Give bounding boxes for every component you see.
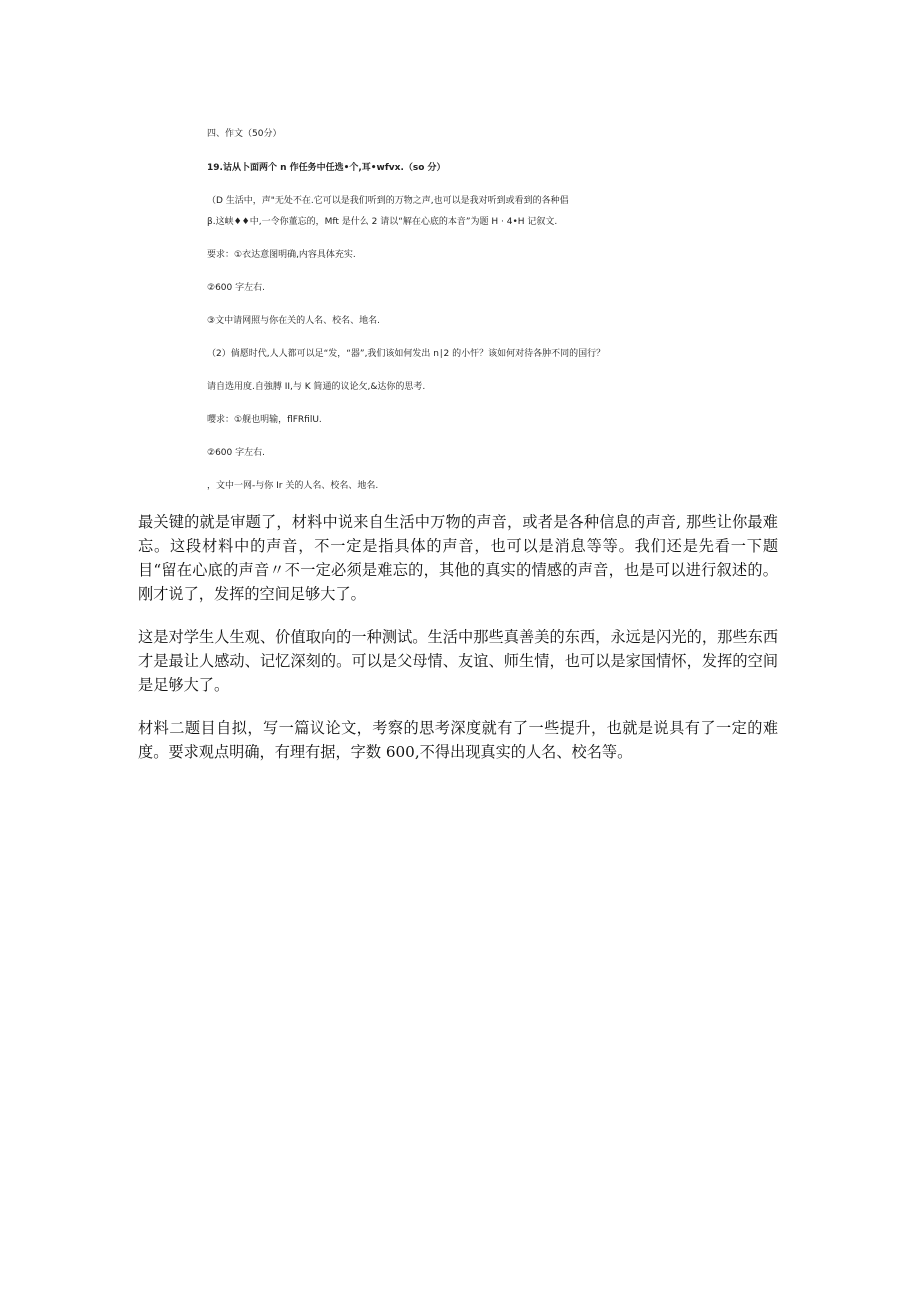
question-prompt: 19.诂从卜面两个 n 作任务中任选•个,耳•wfvx.（so 分） [207, 163, 446, 173]
task2-requirement-3: ，文中一网-与你 Ir 关的人名、校名、地名. [207, 481, 379, 491]
commentary-paragraph-1: 最关键的就是审题了，材料中说来自生活中万物的声音，或者是各种信息的声音, 那些让你最难忘。这段材料中的声音，不一定是指具体的声音，也可以是消息等等。我们还是先看一下题目“留在心底的声音〃不一定必须是难忘的，其他的真实的情感的声音，也是可以进行叙述的。刚才说了，发挥的空间足够大了。 [138, 513, 778, 603]
task2-line1: （2）倘愿时代,人人都可以足“发，“器”,我们该如何发出 n∣2 的小忓？该如何对待各肿不同的国行？ [207, 349, 606, 359]
task1-requirement-3: ③文中请网照与你在关的人名、校名、地名. [207, 316, 380, 326]
commentary-text [138, 510, 778, 783]
section-title: 四、作文（50分） [207, 129, 282, 139]
task1-requirement-2: ②600 字左右. [207, 283, 265, 293]
task2-requirement-2: ②600 字左右. [207, 448, 265, 458]
task2-requirement-1: 嘤求：①舰也明输，flFRfilU. [207, 415, 322, 425]
task1-line2: β.这峡♦♦中,一令你董忘的，Mft 是什么 2 请以“解在心底的本音”为题 H · 4•H 记叙文. [207, 217, 558, 227]
commentary-paragraph-3: 材料二题目自拟，写一篇议论文，考察的思考深度就有了一些提升，也就是说具有了一定的难度。要求观点明确，有理有据，字数 600,不得出现真实的人名、校名等。 [138, 719, 778, 761]
commentary-paragraph-2: 这是对学生人生观、价值取向的一种测试。生活中那些真善美的东西，永远是闪光的，那些东西才是最让人感动、记忆深刻的。可以是父母情、友谊、师生情，也可以是家国情怀，发挥的空间是足够大了。 [138, 628, 778, 694]
task1-requirement-1: 要求：①衣达意图明确,内容具体充实. [207, 250, 356, 260]
task2-line2: 请自选用度.自強膊 II,与 K 简通的议论攵,&达你的思考. [207, 382, 426, 392]
task1-line1: （D 生活中，声"无处不在.它可以是我们听到的万物之声,也可以是我对听到或看到的各种倡 [207, 196, 569, 206]
